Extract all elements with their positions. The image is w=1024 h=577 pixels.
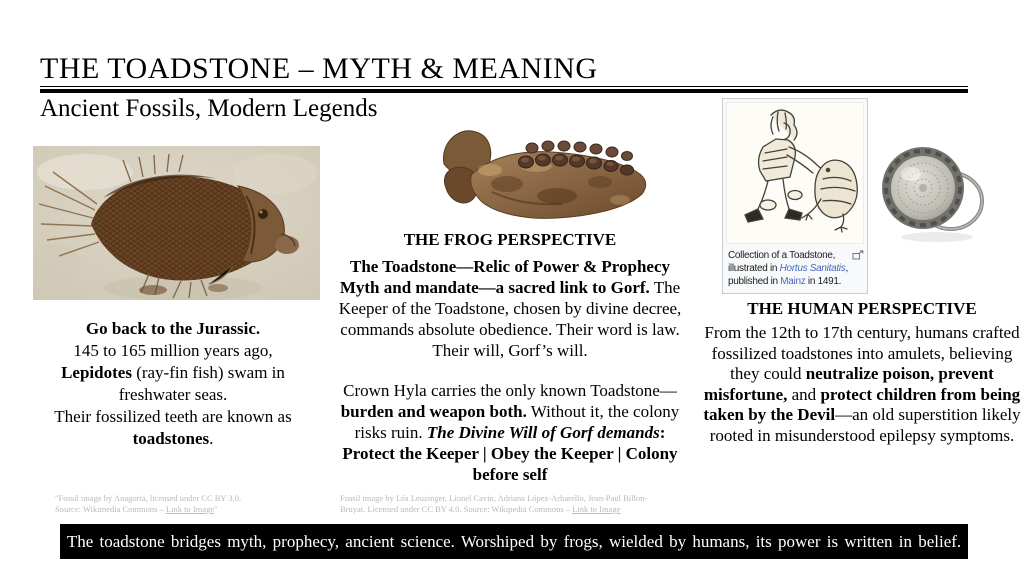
text-run: freshwater seas. bbox=[118, 385, 228, 404]
text-run: Bruyat. Licensed under CC BY 4.0. Source: Wikipedia Commons – bbox=[340, 504, 573, 514]
text-run: The Toadstone—Relic of Power & Prophecy bbox=[350, 257, 670, 276]
text-run: Lepidotes bbox=[61, 363, 132, 382]
human-perspective-heading: THE HUMAN PERSPECTIVE bbox=[747, 299, 977, 318]
toadstone-jaw-fossil-image bbox=[432, 122, 652, 228]
left-image-credit bbox=[55, 493, 295, 515]
text-run: Source: Wikimedia Commons – bbox=[55, 504, 166, 514]
text-run: From the 12th to 17th century, humans crafted fossilized toadstones into amulets, believing they could bbox=[704, 323, 1020, 383]
text-run: The Keeper of the Toadstone, chosen by divine decree, commands absolute obedience. Their word is law. Their will, Gorf’s will. bbox=[338, 278, 682, 360]
toadstone-pebble bbox=[788, 191, 802, 200]
human-perspective-paragraph bbox=[703, 323, 1021, 446]
middle-image-credit bbox=[340, 493, 680, 515]
text-run: Fossil image by Léa Leuzinger, Lionel Cavin, Adriana López-Arbarello, Jean-Paul Billon- bbox=[340, 493, 648, 503]
frog-perspective-heading: THE FROG PERSPECTIVE bbox=[403, 230, 617, 249]
text-run: neutralize poison, prevent misfortune, bbox=[703, 364, 994, 404]
woodcut-image-frame bbox=[726, 102, 864, 244]
text-run: . bbox=[209, 429, 214, 448]
text-run: 145 to 165 million years ago, bbox=[73, 341, 273, 360]
mainz-link[interactable]: Mainz bbox=[780, 276, 806, 287]
text-run: : bbox=[659, 423, 666, 442]
text-run: , bbox=[845, 263, 848, 274]
text-run: (ray-fin fish) swam in bbox=[131, 363, 285, 382]
title-underline-thin bbox=[40, 86, 968, 87]
text-run: Crown Hyla carries the only known Toadstone— bbox=[343, 381, 677, 400]
credit-link-to-image[interactable]: Link to Image bbox=[572, 504, 621, 514]
toadstone-collection-woodcut-image bbox=[727, 103, 863, 243]
text-run: toadstones bbox=[132, 429, 210, 448]
frog-perspective-paragraph-1 bbox=[333, 256, 687, 361]
text-run: Go back to the Jurassic. bbox=[85, 319, 261, 338]
text-run: Protect the Keeper | Obey the Keeper | Colony before self bbox=[342, 444, 678, 484]
text-run: illustrated in bbox=[728, 263, 780, 274]
title-underline-rule bbox=[40, 89, 968, 93]
text-run: in 1491. bbox=[805, 276, 842, 287]
text-run: The Divine Will of Gorf demands bbox=[426, 423, 660, 442]
summary-banner: The toadstone bridges myth, prophecy, ancient science. Worshiped by frogs, wielded by humans, its power is written in belief. bbox=[60, 524, 968, 559]
text-run: and bbox=[787, 384, 821, 404]
text-run: published in bbox=[728, 276, 781, 287]
text-run: Myth and mandate—a sacred link to Gorf. bbox=[339, 278, 650, 297]
hortus-sanitatis-link[interactable]: Hortus Sanitatis bbox=[779, 263, 846, 274]
fish-eye bbox=[258, 209, 268, 219]
text-run: "Fossil image by Anagoria, licensed under CC BY 3.0. bbox=[55, 493, 242, 503]
text-run: Collection of a Toadstone, bbox=[728, 250, 836, 261]
text-run: " bbox=[214, 504, 218, 514]
text-run: Their fossilized teeth are known as bbox=[54, 407, 292, 426]
text-run: Without it, the colony risks ruin. bbox=[354, 402, 680, 442]
toadstone-ring-image bbox=[877, 143, 993, 245]
frog-perspective-paragraph-2 bbox=[333, 380, 687, 485]
credit-link-to-image[interactable]: Link to Image bbox=[165, 504, 215, 514]
page-title: THE TOADSTONE – MYTH & MEANING bbox=[40, 52, 598, 85]
page-subtitle: Ancient Fossils, Modern Legends bbox=[40, 95, 378, 122]
lepidotes-fossil-image bbox=[33, 146, 320, 300]
text-run: protect children from being taken by the Devil bbox=[703, 384, 1021, 424]
enlarge-icon[interactable] bbox=[852, 250, 864, 260]
text-run: —an old superstition likely rooted in misunderstood epilepsy symptoms. bbox=[709, 405, 1021, 445]
woodcut-caption bbox=[726, 244, 864, 290]
left-column-text bbox=[27, 318, 319, 450]
woodcut-thumbnail-box bbox=[722, 98, 868, 294]
text-run: burden and weapon both. bbox=[340, 402, 527, 421]
toadstone-pebble bbox=[760, 200, 776, 210]
